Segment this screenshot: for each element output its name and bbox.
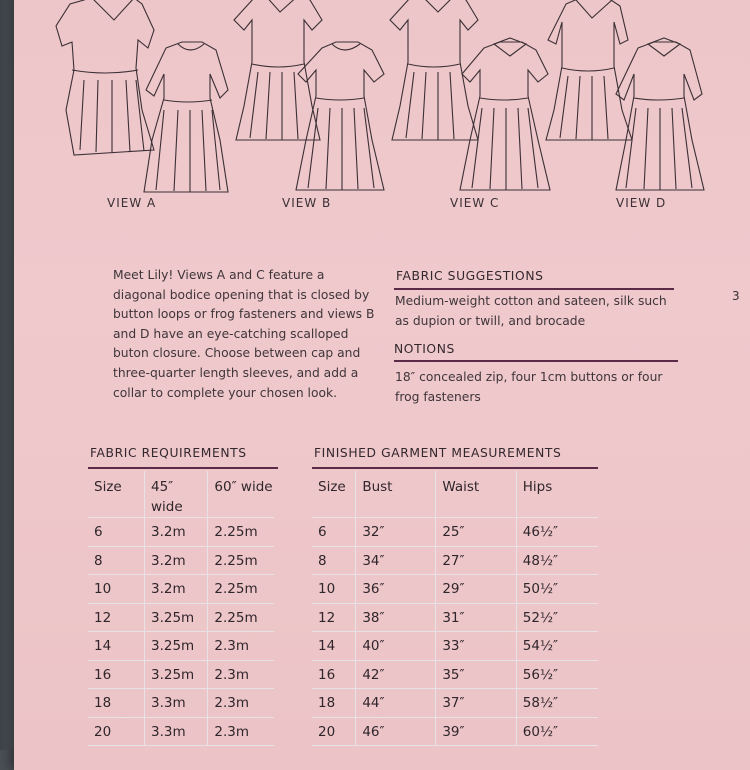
fabric-suggestions-rule — [394, 288, 674, 290]
table-cell: 14 — [312, 632, 356, 661]
table-cell: 36″ — [356, 575, 436, 604]
table-cell: 3.2m — [144, 575, 207, 604]
table-row — [88, 518, 274, 547]
dress-view-b-back-illustration — [234, 0, 322, 140]
table-cell: 40″ — [356, 632, 436, 661]
dress-view-a-back-illustration — [56, 0, 154, 155]
table-row — [312, 632, 598, 661]
table-cell: 46″ — [356, 717, 436, 746]
table-cell: 37″ — [436, 689, 516, 718]
table-row — [88, 717, 274, 746]
table-row — [312, 660, 598, 689]
table-cell: 12 — [312, 603, 356, 632]
finished-measurements-heading: FINISHED GARMENT MEASUREMENTS — [314, 446, 562, 460]
table-cell: 39″ — [436, 717, 516, 746]
dress-view-c-front-illustration — [460, 38, 550, 190]
table-cell: 2.3m — [208, 660, 274, 689]
dress-illustrations — [14, 0, 750, 200]
table-cell: 54½″ — [516, 632, 598, 661]
table-row — [312, 689, 598, 718]
table-cell: 3.3m — [144, 689, 207, 718]
table-cell: 2.25m — [208, 546, 274, 575]
table-cell: 3.25m — [144, 660, 207, 689]
table-cell: 58½″ — [516, 689, 598, 718]
table-cell: 3.25m — [144, 632, 207, 661]
dress-view-b-front-illustration — [296, 42, 384, 190]
notions-rule — [394, 360, 678, 362]
table-cell: 8 — [88, 546, 144, 575]
table-cell: 48½″ — [516, 546, 598, 575]
table-cell: 31″ — [436, 603, 516, 632]
pattern-envelope — [14, 0, 750, 770]
table-cell: 2.25m — [208, 575, 274, 604]
table-cell: 6 — [88, 518, 144, 547]
table-cell: 18 — [312, 689, 356, 718]
table-cell: 20 — [88, 717, 144, 746]
fabric-requirements-body — [88, 518, 274, 746]
table-cell: 10 — [88, 575, 144, 604]
header-45-wide: 45″ wide — [144, 471, 207, 518]
intro-description: Meet Lily! Views A and C feature a diagonal bodice opening that is closed by button loops or frog fasteners and views B and D have an eye-catching scalloped buton closure. Choose between cap and three-quarter length sleeves, and add a collar to complete your chosen look. — [113, 268, 375, 400]
finished-measurements-rule — [312, 467, 598, 469]
table-cell: 18 — [88, 689, 144, 718]
header-hips: Hips — [516, 471, 598, 518]
view-b-label: VIEW B — [282, 196, 332, 210]
header-60-wide: 60″ wide — [208, 471, 274, 518]
table-cell: 35″ — [436, 660, 516, 689]
table-cell: 50½″ — [516, 575, 598, 604]
table-cell: 16 — [312, 660, 356, 689]
table-cell: 3.25m — [144, 603, 207, 632]
table-row — [88, 660, 274, 689]
table-cell: 2.3m — [208, 632, 274, 661]
table-row — [312, 518, 598, 547]
finished-measurements-table — [312, 471, 598, 746]
table-row — [312, 575, 598, 604]
table-cell: 27″ — [436, 546, 516, 575]
table-cell: 2.3m — [208, 689, 274, 718]
table-row — [312, 546, 598, 575]
view-a-label: VIEW A — [107, 196, 157, 210]
table-cell: 52½″ — [516, 603, 598, 632]
dress-view-a-front-illustration — [144, 42, 228, 192]
table-cell: 12 — [88, 603, 144, 632]
view-d-label: VIEW D — [616, 196, 667, 210]
fabric-suggestions-heading: FABRIC SUGGESTIONS — [396, 269, 544, 283]
table-cell: 60½″ — [516, 717, 598, 746]
view-c-label: VIEW C — [450, 196, 500, 210]
table-row — [88, 689, 274, 718]
finished-measurements-body — [312, 518, 598, 746]
table-cell: 46½″ — [516, 518, 598, 547]
header-bust: Bust — [356, 471, 436, 518]
table-cell: 16 — [88, 660, 144, 689]
fabric-requirements-table — [88, 471, 274, 746]
fabric-suggestions-text: Medium-weight cotton and sateen, silk such as dupion or twill, and brocade — [395, 294, 667, 328]
edge-marker: 3 — [732, 289, 740, 303]
table-cell: 42″ — [356, 660, 436, 689]
notions-heading: NOTIONS — [394, 342, 455, 356]
table-header-row — [312, 471, 598, 518]
table-row — [88, 632, 274, 661]
table-cell: 3.2m — [144, 546, 207, 575]
table-cell: 14 — [88, 632, 144, 661]
table-cell: 44″ — [356, 689, 436, 718]
table-cell: 2.3m — [208, 717, 274, 746]
fabric-requirements-heading: FABRIC REQUIREMENTS — [90, 446, 247, 460]
table-row — [312, 717, 598, 746]
dress-view-d-front-illustration — [616, 38, 704, 190]
table-cell: 8 — [312, 546, 356, 575]
table-cell: 33″ — [436, 632, 516, 661]
table-cell: 2.25m — [208, 603, 274, 632]
table-row — [88, 575, 274, 604]
dress-view-d-back-illustration — [546, 0, 632, 140]
header-waist: Waist — [436, 471, 516, 518]
table-row — [88, 546, 274, 575]
table-cell: 10 — [312, 575, 356, 604]
table-row — [312, 603, 598, 632]
header-size: Size — [312, 471, 356, 518]
table-cell: 2.25m — [208, 518, 274, 547]
table-cell: 56½″ — [516, 660, 598, 689]
table-cell: 6 — [312, 518, 356, 547]
table-header-row — [88, 471, 274, 518]
table-cell: 29″ — [436, 575, 516, 604]
table-cell: 25″ — [436, 518, 516, 547]
table-cell: 32″ — [356, 518, 436, 547]
table-cell: 3.3m — [144, 717, 207, 746]
table-cell: 38″ — [356, 603, 436, 632]
table-cell: 34″ — [356, 546, 436, 575]
fabric-requirements-rule — [88, 467, 278, 469]
table-cell: 20 — [312, 717, 356, 746]
table-cell: 3.2m — [144, 518, 207, 547]
notions-text: 18″ concealed zip, four 1cm buttons or four frog fasteners — [395, 370, 663, 404]
table-row — [88, 603, 274, 632]
header-size: Size — [88, 471, 144, 518]
